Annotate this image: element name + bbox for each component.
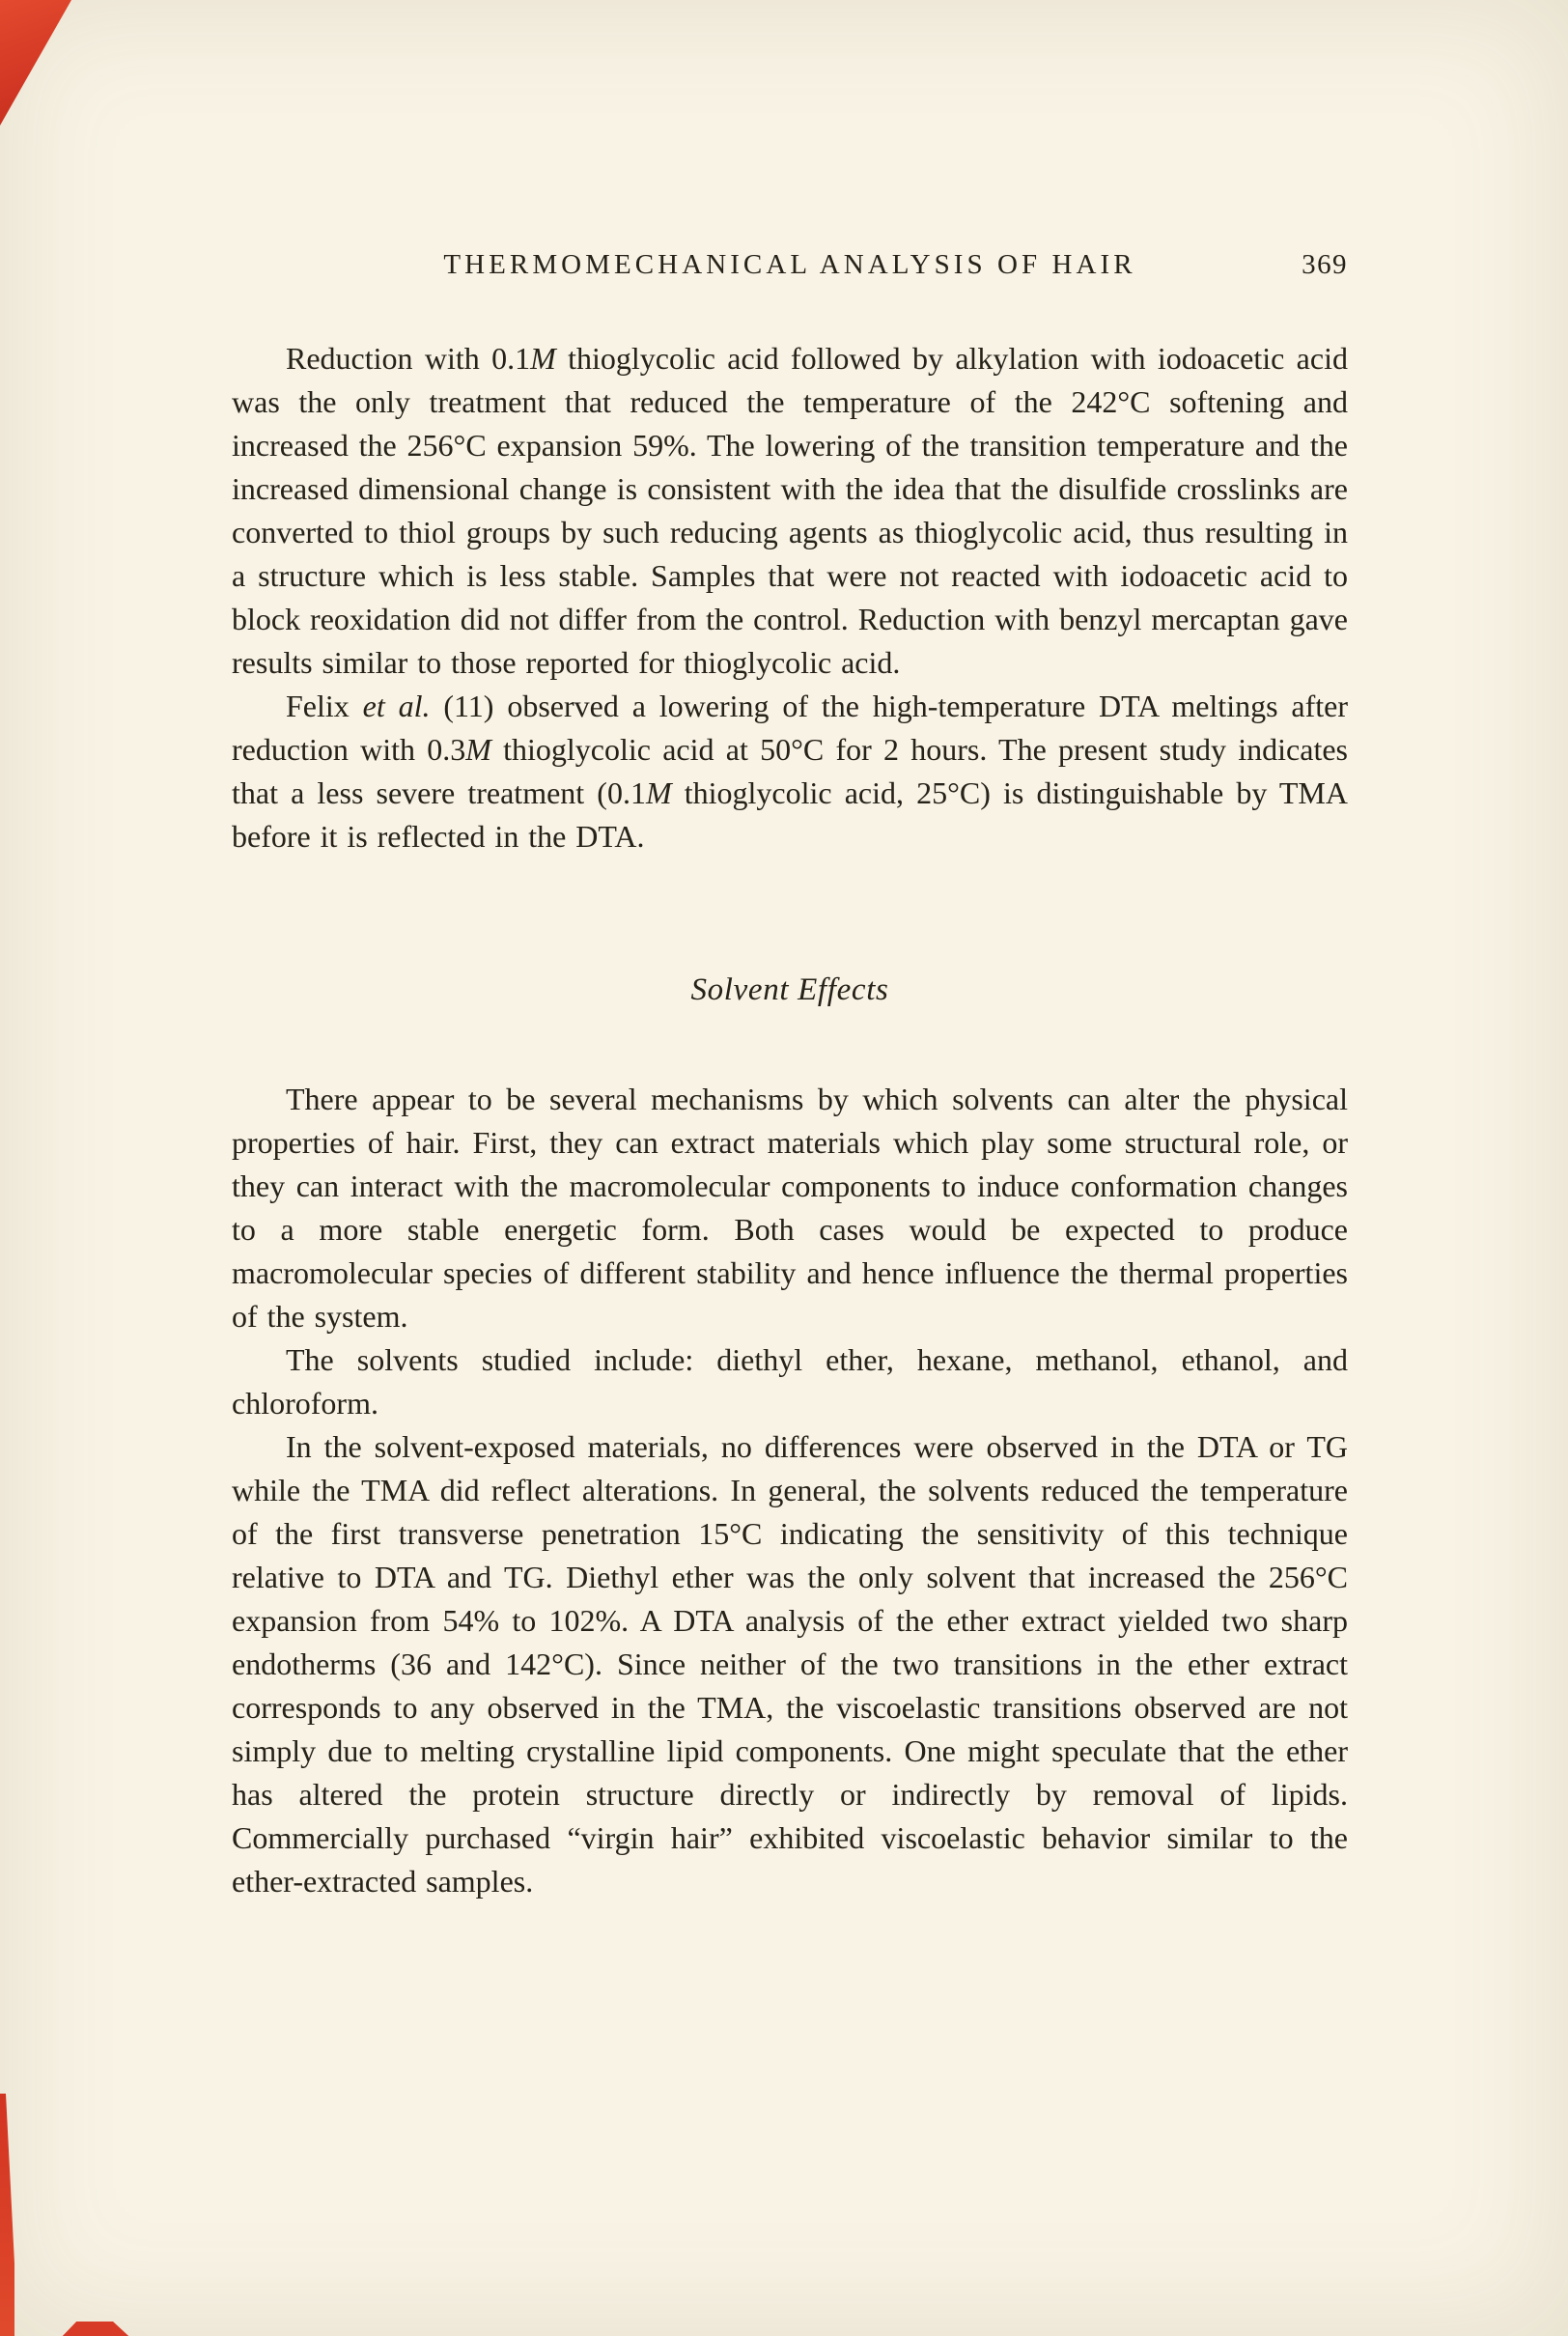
italic-run: M (465, 732, 491, 767)
paragraph: Reduction with 0.1M thioglycolic acid followed by alkylation with iodoacetic acid was the only treatment that reduced the temperature of the 242°C softening and increased the 256°C expansion 59%. The lowering of the transition temperature and the increased dimensional change is consistent with the idea that the disulfide crosslinks are converted to thiol groups by such reducing agents as thioglycolic acid, thus resulting in a structure which is less stable. Samples that were not reacted with iodoacetic acid to block reoxidation did not differ from the control. Reduction with benzyl mercaptan gave results similar to those reported for thioglycolic acid. (232, 341, 1348, 680)
italic-run: et al. (362, 689, 431, 723)
paragraph: There appear to be several mechanisms by which solvents can alter the physical properties of hair. First, they can extract materials which play some structural role, or they can interact with the macromolecular components to induce conformation changes to a more stable energetic form. Both cases would be expected to produce macromolecular species of different stability and hence influence the thermal properties of the system. (232, 1082, 1348, 1334)
scan-artifact-bottom-edge (52, 2322, 139, 2336)
italic-run: M (645, 775, 672, 810)
running-head-title: THERMOMECHANICAL ANALYSIS OF HAIR (443, 249, 1136, 280)
italic-run: M (530, 341, 556, 376)
paragraph: Felix et al. (11) observed a lowering of the high-temperature DTA meltings after reduction with 0.3M thioglycolic acid at 50°C for 2 hours. The present study indicates that a less severe treatment (0.1M thioglycolic acid, 25°C) is distinguishable by TMA before it is reflected in the DTA. (232, 689, 1348, 854)
paragraph: In the solvent-exposed materials, no differences were observed in the DTA or TG while the TMA did reflect alterations. In general, the solvents reduced the temperature of the first transverse penetration 15°C indicating the sensitivity of this technique relative to DTA and TG. Diethyl ether was the only solvent that increased the 256°C expansion from 54% to 102%. A DTA analysis of the ether extract yielded two sharp endotherms (36 and 142°C). Since neither of the two transitions in the ether extract corresponds to any observed in the TMA, the viscoelastic transitions observed are not simply due to melting crystalline lipid components. One might speculate that the ether has altered the protein structure directly or indirectly by removal of lipids. Commercially purchased “virgin hair” exhibited viscoelastic behavior similar to the ether-extracted samples. (232, 1429, 1348, 1899)
text-block-before-heading (232, 337, 1348, 858)
paragraph: The solvents studied include: diethyl ether, hexane, methanol, ethanol, and chloroform. (232, 1342, 1348, 1421)
text-block-after-heading (232, 1078, 1348, 1903)
scan-artifact-left-edge (0, 2094, 14, 2336)
section-heading: Solvent Effects (690, 972, 889, 1007)
running-head (232, 249, 1348, 281)
page-number: 369 (1302, 249, 1348, 280)
